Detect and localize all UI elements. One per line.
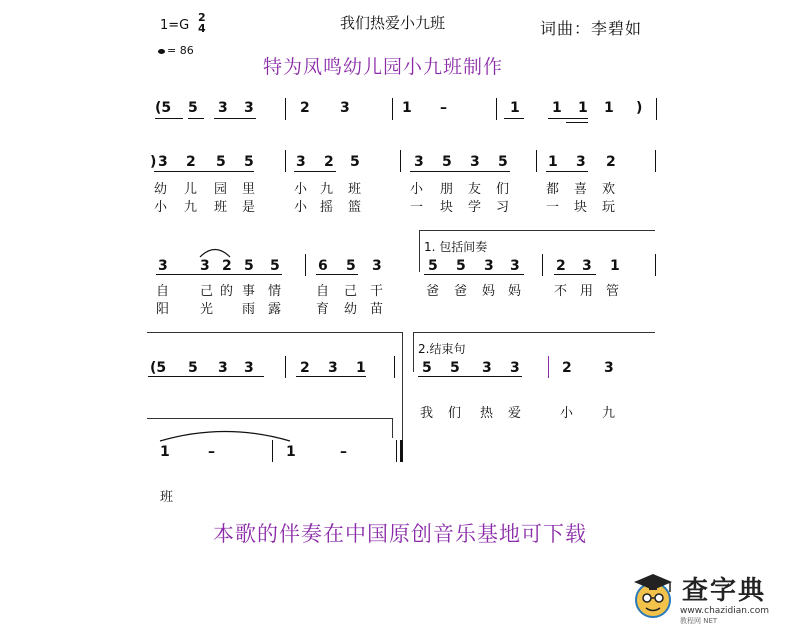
lyric: 小	[294, 200, 308, 215]
tempo-value: = 86	[167, 44, 194, 57]
lyric: 自	[316, 284, 330, 299]
lyric: 己	[200, 284, 214, 299]
lyric: 小	[410, 182, 424, 197]
lyric: 幼	[344, 302, 358, 317]
footer-note: 本歌的伴奏在中国原创音乐基地可下载	[213, 522, 587, 546]
lyric: 育	[316, 302, 330, 317]
lyric: 是	[242, 200, 256, 215]
note: 3	[328, 360, 338, 376]
volta-bracket	[147, 418, 392, 419]
volta-1-label: 1. 包括间奏	[424, 240, 488, 254]
note: 2	[556, 258, 566, 274]
note: 3	[200, 258, 210, 274]
bar-line	[285, 150, 286, 172]
underline	[566, 122, 588, 123]
lyric: 里	[242, 182, 256, 197]
lyric: 我	[420, 406, 434, 421]
underline	[546, 171, 588, 172]
subtitle: 特为凤鸣幼儿园小九班制作	[263, 56, 504, 78]
note: 5	[346, 258, 356, 274]
note: –	[440, 100, 447, 116]
lyric: 不	[554, 284, 568, 299]
lyric: 班	[348, 182, 362, 197]
bar-line	[548, 356, 549, 378]
note: 5	[188, 100, 198, 116]
note: 1	[610, 258, 620, 274]
lyric: 九	[602, 406, 616, 421]
bar-line	[655, 150, 656, 172]
bar-line	[305, 254, 306, 276]
lyric: 爸	[454, 284, 468, 299]
underline	[148, 376, 264, 377]
lyric: 情	[268, 284, 282, 299]
volta-bracket	[413, 332, 655, 333]
underline	[316, 274, 358, 275]
lyric: 妈	[508, 284, 522, 299]
lyric: 雨	[242, 302, 256, 317]
note: 1	[548, 154, 558, 170]
underline	[504, 118, 524, 119]
note: 3	[158, 258, 168, 274]
lyric: 都	[546, 182, 560, 197]
bar-line	[285, 356, 286, 378]
watermark-logo	[630, 568, 788, 624]
final-bar-line	[400, 440, 403, 462]
lyric: 们	[496, 182, 510, 197]
note: 3	[484, 258, 494, 274]
note: 5	[216, 154, 226, 170]
lyric: 爸	[426, 284, 440, 299]
time-signature	[198, 12, 206, 34]
underline	[155, 118, 183, 119]
bar-line	[536, 150, 537, 172]
volta-bracket	[413, 332, 414, 372]
underline	[156, 274, 282, 275]
note-icon	[158, 49, 165, 54]
note: 3	[604, 360, 614, 376]
bar-line	[542, 254, 543, 276]
slur	[198, 246, 232, 258]
bar-line	[655, 254, 656, 276]
note: (5	[150, 360, 167, 376]
note: 1	[402, 100, 412, 116]
lyric: 篮	[348, 200, 362, 215]
note: 2	[222, 258, 232, 274]
lyric: 自	[156, 284, 170, 299]
note: 5	[450, 360, 460, 376]
lyric: 己	[344, 284, 358, 299]
tempo-marking	[158, 44, 194, 57]
note: 2	[324, 154, 334, 170]
bar-line	[656, 98, 657, 120]
lyric: 妈	[482, 284, 496, 299]
underline	[154, 171, 254, 172]
lyric: 摇	[320, 200, 334, 215]
volta-2-label: 2.结束句	[418, 342, 466, 356]
bar-line	[400, 150, 401, 172]
lyric: 干	[370, 284, 384, 299]
logo-wordmark: 查字典	[682, 576, 767, 606]
lyric: 喜	[574, 182, 588, 197]
note: )	[150, 154, 157, 170]
note: –	[208, 444, 215, 460]
underline	[548, 118, 588, 119]
underline	[410, 171, 510, 172]
volta-bracket	[419, 230, 420, 272]
underline	[214, 118, 256, 119]
note: 3	[244, 100, 254, 116]
note: 5	[428, 258, 438, 274]
lyric: 一	[410, 200, 424, 215]
lyric: 爱	[508, 406, 522, 421]
note: 2	[606, 154, 616, 170]
note: 2	[300, 360, 310, 376]
note: 3	[414, 154, 424, 170]
lyric: 一	[546, 200, 560, 215]
note: 3	[510, 258, 520, 274]
note: 3	[510, 360, 520, 376]
note: 3	[244, 360, 254, 376]
underline	[424, 274, 524, 275]
note: )	[636, 100, 643, 116]
time-bottom: 4	[198, 22, 206, 35]
note: 1	[604, 100, 614, 116]
volta-bracket	[392, 418, 393, 438]
time-top: 2	[198, 11, 206, 24]
underline	[554, 274, 596, 275]
lyric: 苗	[370, 302, 384, 317]
lyric: 幼	[154, 182, 168, 197]
volta-bracket	[147, 332, 402, 333]
note: 3	[482, 360, 492, 376]
note: 5	[350, 154, 360, 170]
lyric: 班	[160, 490, 174, 505]
lyric: 事	[242, 284, 256, 299]
bar-line	[394, 356, 395, 378]
note: –	[340, 444, 347, 460]
note: 3	[576, 154, 586, 170]
lyric: 们	[448, 406, 462, 421]
lyric: 学	[468, 200, 482, 215]
note: (5	[155, 100, 172, 116]
note: 3	[218, 100, 228, 116]
note: 1	[510, 100, 520, 116]
lyric: 班	[214, 200, 228, 215]
scholar-icon	[630, 568, 676, 622]
lyric: 小	[294, 182, 308, 197]
lyric: 阳	[156, 302, 170, 317]
note: 5	[498, 154, 508, 170]
bar-line	[272, 440, 273, 462]
logo-subtext: 教程网 NET	[680, 617, 718, 625]
lyric: 热	[480, 406, 494, 421]
note: 2	[300, 100, 310, 116]
note: 5	[188, 360, 198, 376]
note: 5	[244, 258, 254, 274]
note: 3	[470, 154, 480, 170]
bar-line	[285, 98, 286, 120]
song-title: 我们热爱小九班	[340, 14, 446, 32]
lyric: 小	[154, 200, 168, 215]
note: 5	[442, 154, 452, 170]
bar-line	[396, 440, 397, 462]
lyric: 用	[580, 284, 594, 299]
note: 3	[296, 154, 306, 170]
note: 2	[562, 360, 572, 376]
lyric: 块	[574, 200, 588, 215]
logo-url: www.chazidian.com	[680, 606, 770, 616]
bar-line	[496, 98, 497, 120]
lyric: 露	[268, 302, 282, 317]
lyric: 儿	[184, 182, 198, 197]
note: 1	[578, 100, 588, 116]
lyric: 管	[606, 284, 620, 299]
underline	[418, 376, 522, 377]
lyric: 九	[184, 200, 198, 215]
note: 5	[422, 360, 432, 376]
lyric: 小	[560, 406, 574, 421]
note: 5	[270, 258, 280, 274]
note: 3	[372, 258, 382, 274]
lyric: 欢	[602, 182, 616, 197]
note: 1	[356, 360, 366, 376]
note: 5	[456, 258, 466, 274]
lyric: 习	[496, 200, 510, 215]
underline	[294, 171, 336, 172]
note: 1	[552, 100, 562, 116]
note: 3	[158, 154, 168, 170]
note: 2	[186, 154, 196, 170]
lyric: 九	[320, 182, 334, 197]
note: 1	[286, 444, 296, 460]
lyric: 朋	[440, 182, 454, 197]
note: 1	[160, 444, 170, 460]
note: 3	[582, 258, 592, 274]
underline	[188, 118, 204, 119]
bar-line	[392, 98, 393, 120]
lyric: 光	[200, 302, 214, 317]
note: 3	[340, 100, 350, 116]
note: 3	[218, 360, 228, 376]
key-signature: 1=G	[160, 18, 190, 33]
lyric: 园	[214, 182, 228, 197]
lyric: 的	[220, 284, 234, 299]
lyric: 玩	[602, 200, 616, 215]
underline	[296, 376, 366, 377]
lyric: 块	[440, 200, 454, 215]
author-credit: 词曲：李碧如	[540, 19, 643, 38]
lyric: 友	[468, 182, 482, 197]
note: 6	[318, 258, 328, 274]
note: 5	[244, 154, 254, 170]
volta-bracket	[419, 230, 655, 231]
